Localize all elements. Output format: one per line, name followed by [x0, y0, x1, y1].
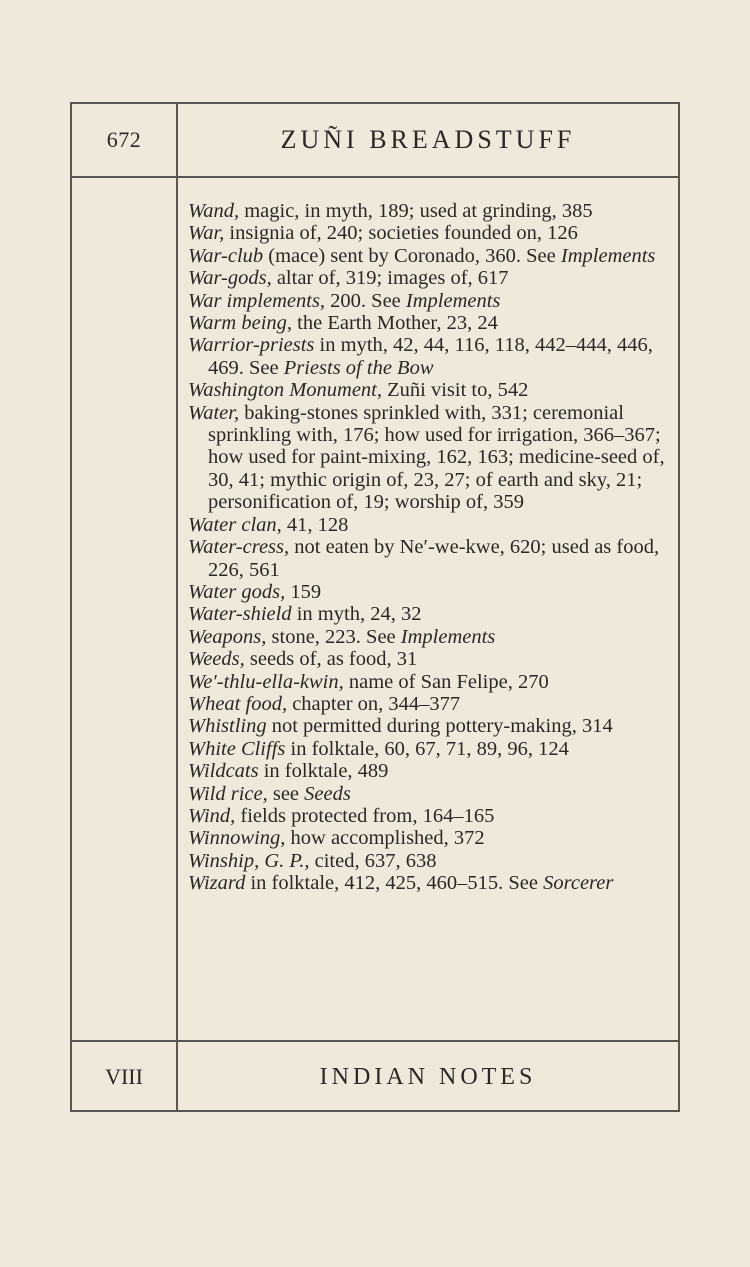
index-term: War-club	[188, 244, 264, 267]
index-term: War,	[188, 222, 225, 245]
cross-reference: Implements	[400, 625, 496, 648]
index-locators: stone, 223. See	[266, 625, 401, 648]
index-locators: in folktale, 489	[258, 760, 389, 783]
index-entry	[188, 334, 674, 379]
index-entry	[188, 514, 674, 536]
index-locators: 41, 128	[281, 513, 349, 536]
index-entry	[188, 693, 674, 715]
index-locators: seeds of, as food, 31	[244, 648, 418, 671]
index-entry	[188, 805, 674, 827]
index-term: Wildcats	[188, 760, 259, 783]
index-term: War implements,	[188, 289, 326, 312]
index-term: Winnowing,	[188, 827, 286, 850]
index-entry	[188, 827, 674, 849]
index-entry	[188, 581, 674, 603]
index-term: We′-thlu-ella-kwin,	[188, 670, 344, 693]
running-title: ZUÑI BREADSTUFF	[280, 125, 576, 154]
index-locators: (mace) sent by Coronado, 360. See	[263, 244, 561, 267]
index-term: Water gods,	[188, 580, 286, 603]
cross-reference: Priests of the Bow	[283, 356, 434, 379]
index-term: Wizard	[188, 872, 246, 895]
index-term: Water clan,	[188, 513, 282, 536]
index-locators: 159	[285, 580, 322, 603]
index-locators: baking-stones sprinkled with, 331; ceremonial sprinkling with, 176; how used for irrigation, 366–367; how used for paint-mixing, 162, 163; medicine-seed of, 30, 41; mythic origin of, 23, 27; of earth and sky, 21; personification of, 19; worship of, 359	[208, 401, 665, 514]
index-term: Wind,	[188, 804, 236, 827]
index-term: Water-cress,	[188, 536, 290, 559]
volume-number: VIII	[105, 1064, 143, 1089]
index-entry	[188, 379, 674, 401]
index-term: Winship, G. P.,	[188, 849, 310, 872]
index-locators: altar of, 319; images of, 617	[271, 267, 509, 290]
index-locators: not eaten by Ne′-we-kwe, 620; used as food, 226, 561	[208, 536, 660, 581]
index-entry	[188, 783, 674, 805]
page-frame	[70, 102, 680, 1112]
cross-reference: Sorcerer	[543, 872, 614, 895]
index-entry	[188, 290, 674, 312]
index-entry	[188, 312, 674, 334]
page-number: 672	[106, 127, 142, 152]
index-entry	[188, 850, 674, 872]
column-divider	[176, 104, 178, 1110]
index-term: Weapons,	[188, 625, 267, 648]
index-locators: fields protected from, 164–165	[235, 804, 495, 827]
index-term: Whistling	[188, 715, 267, 738]
index-entry	[188, 671, 674, 693]
index-entry	[188, 536, 674, 581]
index-entry	[188, 222, 674, 244]
series-title: INDIAN NOTES	[319, 1063, 537, 1090]
index-entry	[188, 648, 674, 670]
index-entry	[188, 245, 674, 267]
index-entry	[188, 603, 674, 625]
header-rule	[72, 176, 678, 178]
index-locators: chapter on, 344–377	[287, 692, 461, 715]
index-term: Wild rice,	[188, 782, 268, 805]
index-locators: name of San Felipe, 270	[343, 670, 549, 693]
index-entry	[188, 715, 674, 737]
index-term: Water-shield	[188, 603, 292, 626]
index-locators: in folktale, 412, 425, 460–515. See	[245, 872, 544, 895]
index-term: Wand,	[188, 200, 240, 222]
index-entry	[188, 738, 674, 760]
index-entry	[188, 402, 674, 514]
index-entry	[188, 626, 674, 648]
index-locators: see	[267, 782, 305, 805]
index-locators: magic, in myth, 189; used at grinding, 385	[239, 200, 593, 222]
index-entry	[188, 872, 674, 894]
index-locators: in myth, 42, 44, 116, 118, 442–444, 446, 469. See	[208, 334, 653, 379]
index-locators: the Earth Mother, 23, 24	[292, 312, 498, 335]
index-locators: in folktale, 60, 67, 71, 89, 96, 124	[285, 737, 569, 760]
index-term: Warrior-priests	[188, 334, 315, 357]
cross-reference: Implements	[405, 289, 501, 312]
index-locators: in myth, 24, 32	[291, 603, 422, 626]
index-term: White Cliffs	[188, 737, 286, 760]
index-term: Weeds,	[188, 648, 245, 671]
index-locators: how accomplished, 372	[285, 827, 485, 850]
index-term: Wheat food,	[188, 692, 288, 715]
cross-reference: Seeds	[304, 782, 351, 805]
index-term: Water,	[188, 401, 240, 424]
index-locators: Zuñi visit to, 542	[382, 379, 529, 402]
index-entry	[188, 267, 674, 289]
index-locators: 200. See	[325, 289, 406, 312]
index-entry	[188, 200, 674, 222]
index-term: Washington Monument,	[188, 379, 382, 402]
index-entry	[188, 760, 674, 782]
index-locators: not permitted during pottery-making, 314	[266, 715, 613, 738]
index-entries	[188, 200, 674, 895]
cross-reference: Implements	[560, 244, 656, 267]
index-locators: insignia of, 240; societies founded on, 126	[224, 222, 578, 245]
index-term: War-gods,	[188, 267, 272, 290]
index-term: Warm being,	[188, 312, 293, 335]
index-locators: cited, 637, 638	[309, 849, 437, 872]
